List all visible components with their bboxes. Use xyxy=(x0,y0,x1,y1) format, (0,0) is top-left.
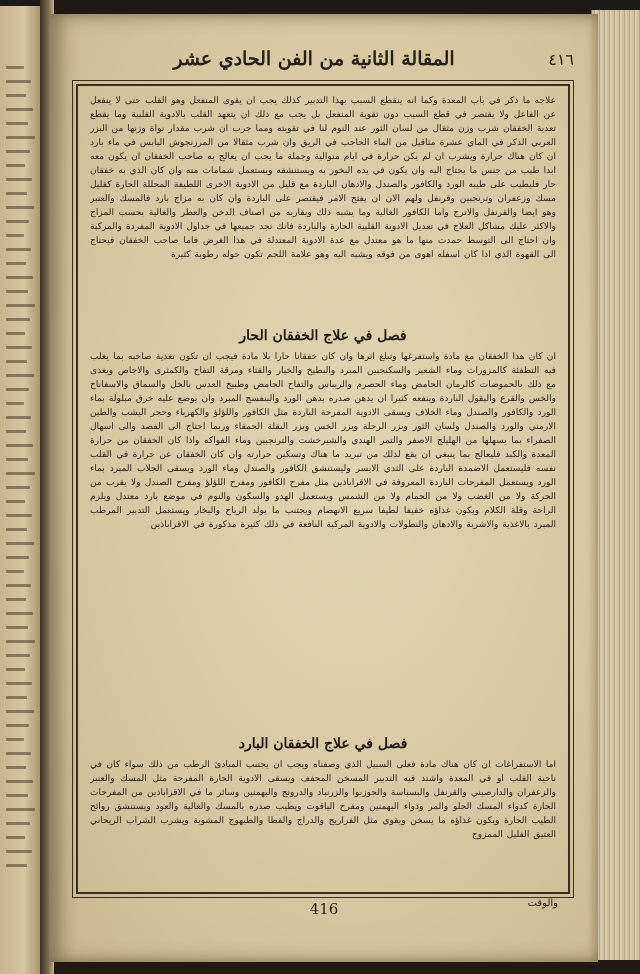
previous-page-text-line xyxy=(6,514,32,517)
previous-page-text-line xyxy=(6,346,32,349)
previous-page-text-line xyxy=(6,318,30,321)
previous-page-text-line xyxy=(6,304,35,307)
previous-page-text-line xyxy=(6,626,28,629)
previous-page-text-line xyxy=(6,836,25,839)
previous-page-text-line xyxy=(6,612,33,615)
page-number-bottom: 416 xyxy=(309,900,339,918)
previous-page-text-line xyxy=(6,696,27,699)
previous-page-text-line xyxy=(6,94,26,97)
previous-page-text-line xyxy=(6,528,27,531)
previous-page-text-line xyxy=(6,164,25,167)
previous-page-text-line xyxy=(6,808,35,811)
previous-page-text-line xyxy=(6,570,24,573)
previous-page-text-line xyxy=(6,444,33,447)
previous-page-text-line xyxy=(6,766,26,769)
previous-page-text-line xyxy=(6,850,32,853)
cold-palpitation-paragraph: اما الاستفراغات ان كان هناك مادة فعلى السبيل الذي وصفناه ويجب ان يجتنب المبادئ الرطب من ذلك سواء كان في ناحية القلب او في المعدة واشتد فيه التدبير المسخن المجفف ويسقى الادوية الحارة المفرحة مثل المسك والعنبر والزعفران والدارصيني والقرنفل والبسباسة والجوزبوا والزرنباد والدرونج والبهمنين وسائر ما في الاقراباذين من المفرحات الحارة كدواء المسك الحلو والمر ودواء البهمنين ومفرح الياقوت ويطيب صدره بالمسك والغالية والعود ويستنشق روائح الطيب الحارة ويكون غذاؤه ما يسخن ويقوي مثل الفراريج والدراج والقطا والطيهوج المشوية ويشرب الشراب الريحاني العتيق القليل الممزوج xyxy=(90,760,556,840)
page-header xyxy=(76,48,574,80)
previous-page-text-line xyxy=(6,794,28,797)
hot-palpitation-paragraph: ان كان هذا الخفقان مع مادة واستفرغها وتبلغ اثرها وان كان خفقانا حارا بلا مادة فيجب ان تكون تغذية صاحبه بما يغلب فيه التطفئة كالمزورات وماء الشعير والسكنجبين المبرد والبطيخ والخيار والقثاء ومرقة التفاح والكمثرى والاجاص ويغذى مع ذلك بالحموضات كالرمان الحامض وماء الحصرم والريباس والتفاح الحامض وطبيخ العدس بالخل والسماق والاسفاناخ والخس والقرع والبقول الباردة وينفعه كثيرا ان يدهن صدره بدهن الورد والبنفسج المبرد وان يوضع عليه خرق مبلولة بماء الورد والكافور والصندل وماء الخلاف ويسقى الادوية المفرحة الباردة مثل الكافور واللؤلؤ والكهرباء وحجر اليشب والطين الارمني والورد والصندل ولسان الثور وبزر الرجلة وبزر الخس وبزر البقلة الحمقاء وربما احتاج الى الفصد والى اسهال الصفراء بما يسهلها من الهليلج الاصفر والتمر الهندي والشيرخشت والترنجبين وماء الفواكه واذا كان الخفقان من حرارة المعدة والكبد فليعالج بما ينبغي ان يقع لذلك من تبريد ما هناك وتسكين حرارته وان كان الخفقان عن حرارة في القلب نفسه فليستعمل الاضمدة الباردة على الثدي الايسر وليستنشق الكافور والصندل وماء الورد ويسقى الجلاب المبرد بماء الورد ويستعمل المفرحات الباردة المعروفة في الاقراباذين مثل مفرح الكافور ومفرح اللؤلؤ ومفرح الصندل ولا يقرب من الحركة ولا من الغضب ولا من الحمام ولا من الشمس ويستعمل الهدو والسكون والنوم في موضع بارد معتدل ويلزم الراحة وقلة الكلام ويكون غذاؤه خفيفا لطيفا سريع الانهضام ويجتنب ما يولد الرياح والبخار ويستعمل التدبير المرطب المبرد بالاغذية والاشربة والادهان والنطولات والادوية المركبة النافعة في ذلك كثيرة مذكورة في الاقراباذين xyxy=(90,352,556,530)
text-frame xyxy=(76,84,570,894)
previous-page-text-line xyxy=(6,682,32,685)
catchword: والوقت xyxy=(527,898,558,909)
previous-page-text-line xyxy=(6,122,28,125)
previous-page-text-line xyxy=(6,822,30,825)
previous-page-text-line xyxy=(6,220,29,223)
page-number-top: ٤١٦ xyxy=(548,50,574,69)
previous-page-text-line xyxy=(6,192,27,195)
previous-page-text-line xyxy=(6,248,31,251)
previous-page-text-line xyxy=(6,290,28,293)
previous-page-text-line xyxy=(6,654,30,657)
previous-page-text-line xyxy=(6,864,27,867)
previous-page-text-line xyxy=(6,556,29,559)
previous-page-text-line xyxy=(6,234,24,237)
book-page xyxy=(50,14,598,962)
previous-page-text-line xyxy=(6,710,34,713)
previous-page-text-line xyxy=(6,738,24,741)
previous-page-text-line xyxy=(6,150,30,153)
previous-page-text-line xyxy=(6,206,34,209)
previous-page-text-line xyxy=(6,584,31,587)
previous-page-text-line xyxy=(6,108,33,111)
previous-page-text-line xyxy=(6,724,29,727)
previous-page-text-line xyxy=(6,332,25,335)
previous-page-text-line xyxy=(6,262,26,265)
section-heading-cold-palpitation: فصل في علاج الخفقان البارد xyxy=(238,736,408,752)
running-title: المقالة الثانية من الفن الحادي عشر xyxy=(173,48,455,70)
previous-page-text-line xyxy=(6,500,25,503)
previous-page-text-line xyxy=(6,472,35,475)
previous-page-text-line xyxy=(6,486,30,489)
previous-page-text-line xyxy=(6,374,34,377)
previous-page-text-line xyxy=(6,598,26,601)
previous-page-text-line xyxy=(6,388,29,391)
previous-page-text-line xyxy=(6,402,24,405)
previous-page-text-line xyxy=(6,66,24,69)
previous-page-text-line xyxy=(6,80,31,83)
previous-page-text-line xyxy=(6,430,26,433)
previous-page-text-line xyxy=(6,416,31,419)
previous-page-text-line xyxy=(6,668,25,671)
page-leaves-edge xyxy=(591,10,640,960)
previous-page-text-line xyxy=(6,542,34,545)
previous-page-edge xyxy=(0,6,42,974)
previous-page-text-line xyxy=(6,780,33,783)
previous-page-text-line xyxy=(6,178,32,181)
previous-page-text-line xyxy=(6,458,28,461)
previous-page-text-line xyxy=(6,136,35,139)
section-heading-hot-palpitation: فصل في علاج الخفقان الحار xyxy=(239,328,407,344)
previous-page-text-line xyxy=(6,752,31,755)
previous-page-text-line xyxy=(6,276,33,279)
previous-page-text-line xyxy=(6,360,27,363)
previous-page-text-line xyxy=(6,640,35,643)
opening-paragraph: علاجه ما ذكر في باب المعدة وكما انه ينقطع السبب بهذا التدبير كذلك يجب ان يقوى المنفعل وهو القلب حتى لا ينفعل عن الفاعل ولا يقتصر في قطع السبب دون تقوية المنفعل بل يجب مع ذلك ان يتعهد القلب بالادوية القلبية وما يقطع تعدية الخفقان شرب وزن مثقال من لسان الثور عند النوم لنا في تقويته ومما جرب ان شرب مقدار نواة وزنها من البزر العربي الذكر في الماي عشرة مثاقيل من الماء الحاجب في الريق وان شرب مثقالا من المرزنجوش اليابس في ماء بارد ان كان هناك حرارة ويشرب ان لم يكن حرارة في ايام متوالية وجملة ما يجب ان يعالج به صاحب الخفقان ان يكون معه ابدا طيب من جنس ما يحتاج اليه وان يكون في يده البخور به ويستنشقه ويستعمل شمامات منه وان كان الذي به خفقان حار فليطيب على طيبه الورد والكافور والصندل والادهان الباردة مع قليل من الادوية الاخرى اللطيفة المحللة الحارة كقليل مسك وزعفران وترنجبين وقرنفل ولهم الان ان يفتح الامر فيقتصر على الباردة وان كان به مزاج بارد فالمسك والعنبر وهو ايضا والقرنفل والاترج واما الكافور الغالية وما يشبه ذلك ويقاربه من اصناف الدخن والعطر والغالية بحسب المزاج والاكثر عليك مشاكل العلاج في تعديل الادوية القلبية الحارة والباردة فانك تجد جميعها في جداول الادوية المفردة والمركبة وان احتاج الى التوسط حمدت منها ما هو معتدل مع عدة الادوية المعتدلة في هذا الغرض فاما صاحب الخفقان فيحتاج الى القهوة الذي اذا كان اسفله اهوى من فوقه ويشبه اليه وهو علامة اللحم تكون حوله رطوبة كثيرة xyxy=(90,96,556,260)
